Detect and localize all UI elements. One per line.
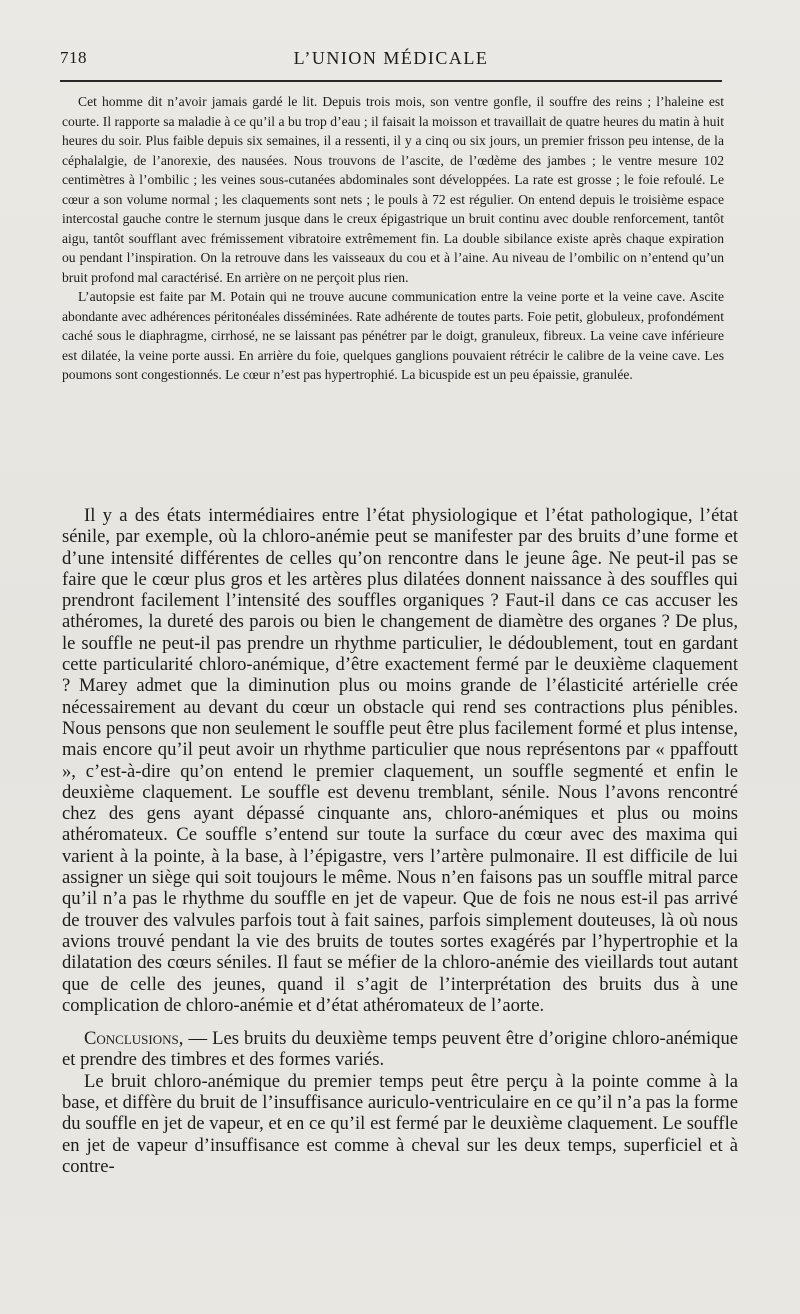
header-rule	[60, 80, 722, 82]
case-history-paragraph: Cet homme dit n’avoir jamais gardé le lit. Depuis trois mois, son ventre gonfle, il souffre des reins ; l’haleine est courte. Il rapporte sa maladie à ce qu’il a bu trop d’eau ; il faisait la moisson et travaillait de quatre heures du matin à huit heures du soir. Plus faible depuis six semaines, il a ressenti, il y a cinq ou six jours, un premier frisson peu intense, de la céphalalgie, de l’anorexie, des nausées. Nous trouvons de l’ascite, de l’œdème des jambes ; le ventre mesure 102 centimètres à l’ombilic ; les veines sous-cutanées abdominales sont développées. La rate est grosse ; le foie refoulé. Le cœur a son volume normal ; les claquements sont nets ; le pouls à 72 est régulier. On entend depuis le troisième espace intercostal gauche contre le sternum jusque dans le creux épigastrique un bruit continu avec double renforcement, tantôt aigu, tantôt soufflant avec frémissement vibratoire extrêmement fin. La double sibilance existe après chaque expiration ou pendant l’inspiration. On la retrouve dans les vaisseaux du cou et à l’aine. Au niveau de l’ombilic on n’entend qu’un bruit profond mal caractérisé. En arrière on ne perçoit plus rien.	[62, 94, 724, 285]
main-text	[62, 505, 738, 1177]
intermediate-states-paragraph: Il y a des états intermédiaires entre l’état physiologique et l’état pathologique, l’état sénile, par exemple, où la chloro-anémie peut se manifester par des bruits d’une forme et d’une intensité différentes de celles qu’on rencontre dans le jeune âge. Ne peut-il pas se faire que le cœur plus gros et les artères plus dilatées donnent naissance à des souffles qui prendront facilement l’intensité des souffles organiques ? Faut-il dans ce cas accuser les athéromes, la dureté des parois ou bien le changement de diamètre des organes ? De plus, le souffle ne peut-il pas prendre un rhythme particulier, le dédoublement, tout en gardant cette particularité chloro-anémique, d’être exactement fermé par le deuxième claquement ? Marey admet que la diminution plus ou moins grande de l’élasticité artérielle crée nécessairement au devant du cœur un obstacle qui rend ses contractions plus pénibles. Nous pensons que non seulement le souffle peut être plus facilement formé et plus intense, mais encore qu’il peut avoir un rhythme particulier que nous représentons par « ppaffoutt », c’est-à-dire qu’on entend le premier claquement, un souffle segmenté et enfin le deuxième claquement. Le souffle est devenu tremblant, sénile. Nous l’avons rencontré chez des gens ayant dépassé cinquante ans, chloro-anémiques et plus ou moins athéromateux. Ce souffle s’entend sur toute la surface du cœur avec des maxima qui varient à la pointe, à la base, à l’épigastre, vers l’artère pulmonaire. Il est difficile de lui assigner un siège qui soit toujours le même. Nous n’en faisons pas un souffle mitral parce qu’il n’a pas le rhythme du souffle en jet de vapeur. Que de fois ne nous est-il pas arrivé de trouver des valvules parfois tout à fait saines, parfois simplement douteuses, là où nous avions trouvé pendant la vie des bruits de toutes sortes exagérés par l’hypertrophie et la dilatation des cœurs séniles. Il faut se méfier de la chloro-anémie des vieillards tout autant que de celle des jeunes, quand il s’agit de l’interprétation des bruits dus à une complication de chloro-anémie et d’état athéromateux de l’aorte.	[62, 505, 738, 1016]
autopsy-paragraph: L’autopsie est faite par M. Potain qui ne trouve aucune communication entre la veine porte et la veine cave. Ascite abondante avec adhérences péritonéales disséminées. Rate adhérente de toutes parts. Foie petit, globuleux, profondément caché sous le diaphragme, cirrhosé, ne se laissant pas pénétrer par le doigt, granuleux, fibreux. La veine cave inférieure est dilatée, la veine porte aussi. En arrière du foie, quelques ganglions pouvaient rétrécir le calibre de la veine cave. Les poumons sont congestionnés. Le cœur n’est pas hypertrophié. La bicuspide est un peu épaissie, granulée.	[62, 289, 724, 382]
conclusions-label: Conclusions,	[84, 1028, 184, 1050]
case-notes	[62, 92, 724, 385]
page-header	[60, 48, 722, 76]
running-title: L’UNION MÉDICALE	[293, 48, 489, 68]
conclusions-paragraph	[62, 1028, 738, 1071]
page-number: 718	[60, 48, 87, 67]
conclusions-text: — Les bruits du deuxième temps peuvent être d’origine chloro-anémique et prendre des timbres et des formes variés.	[62, 1028, 738, 1071]
first-sound-paragraph: Le bruit chloro-anémique du premier temps peut être perçu à la pointe comme à la base, et diffère du bruit de l’insuffisance auriculo-ventriculaire en ce qu’il n’a pas la forme du souffle en jet de vapeur, et en ce qu’il est fermé par le deuxième claquement. Le souffle en jet de vapeur d’insuffisance est comme à cheval sur les deux temps, superficiel et à contre-	[62, 1070, 738, 1177]
